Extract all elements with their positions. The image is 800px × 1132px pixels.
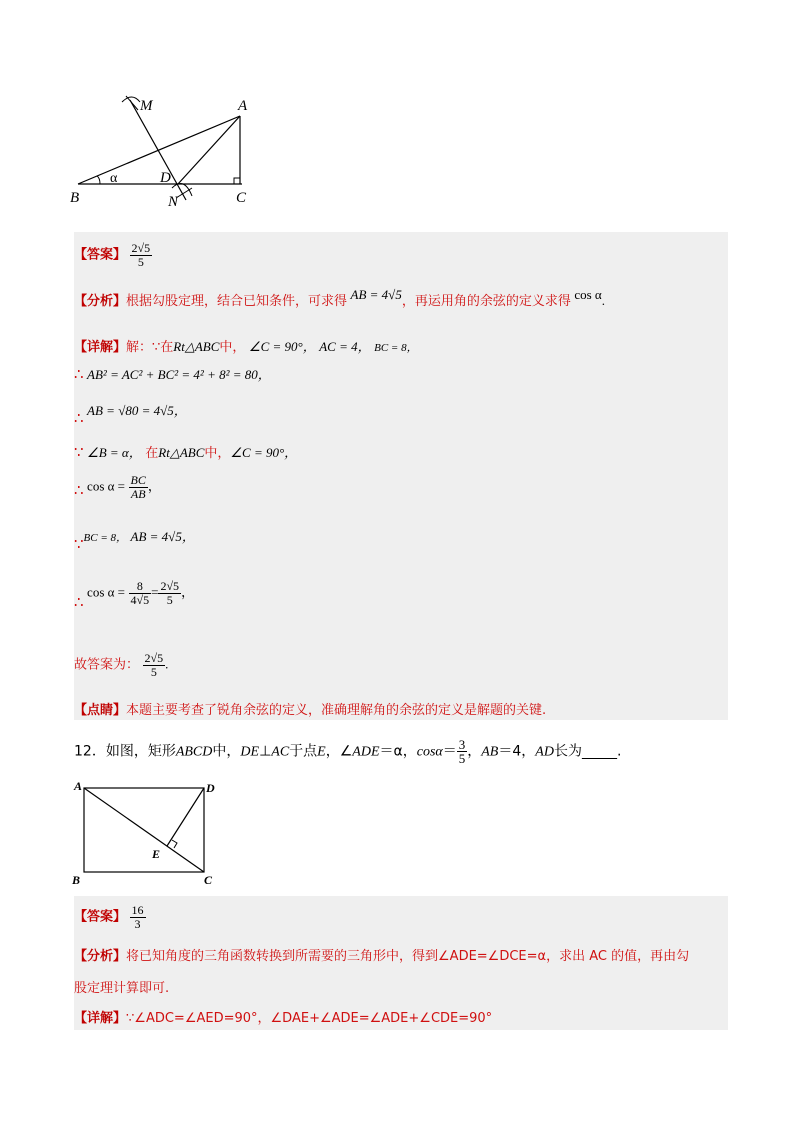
analysis-text-2: ，再运用角的余弦的定义求得	[401, 294, 571, 309]
stem-m: ＝	[442, 743, 457, 760]
q11-answer	[74, 242, 152, 269]
label-b: B	[70, 190, 80, 206]
answer-tag: 【答案】	[74, 247, 127, 263]
q11-detail-line-7	[74, 579, 195, 611]
stem-g: 于点	[289, 743, 318, 760]
analysis-text-1: 根据勾股定理，结合已知条件，可求得	[126, 294, 348, 309]
detail-line-1: ∵∠ADC=∠AED=90°，∠DAE+∠ADE=∠ADE+∠CDE=90°	[126, 1011, 493, 1026]
frac-den: 5	[150, 665, 157, 679]
q12-analysis-2	[74, 980, 169, 998]
q11-comment	[74, 702, 546, 720]
frac-num: 2√5	[160, 579, 180, 593]
q11-analysis	[74, 287, 605, 311]
because-symbol: ∵	[74, 537, 84, 553]
frac-num: BC	[130, 473, 146, 487]
stem-ade: ADE	[352, 744, 380, 760]
analysis-tag: 【分析】	[74, 949, 127, 964]
comment-text: 本题主要考查了锐角余弦的定义，准确理解角的余弦的定义是解题的关键.	[126, 703, 547, 718]
therefore-symbol: ∴	[74, 594, 84, 611]
therefore-symbol: ∴	[74, 411, 84, 427]
detail-ac: AC = 4，	[319, 339, 371, 354]
cos-alpha-eq: cos α =	[87, 478, 126, 494]
label-alpha: α	[110, 171, 118, 186]
label-a: A	[238, 98, 248, 114]
frac-num: 3	[458, 737, 466, 752]
stem-fraction	[457, 738, 468, 765]
q11-detail-line-1	[74, 338, 418, 357]
period: .	[165, 656, 169, 672]
therefore-symbol: ∴	[74, 367, 84, 383]
detail-rt-abc: Rt△ABC	[173, 339, 220, 354]
answer-tag: 【答案】	[74, 909, 127, 925]
frac-den: AB	[130, 487, 146, 501]
detail-tag: 【详解】	[74, 1011, 127, 1026]
q12-answer	[74, 904, 146, 931]
detail-text-c: 中，	[219, 340, 246, 355]
stem-perp: ⊥	[259, 743, 272, 760]
result-fraction	[158, 580, 181, 607]
bc-eq-8: BC = 8，	[83, 532, 128, 544]
cos-alpha-eq-2: cos α =	[87, 584, 126, 600]
angle-c-2: ∠C = 90°，	[230, 445, 298, 460]
ab-eq-4sqrt5: AB = 4√5，	[130, 529, 195, 544]
q11-detail-line-2	[74, 366, 271, 385]
q11-final-answer	[74, 652, 168, 679]
answer-fraction	[130, 242, 153, 269]
frac-den: 5	[137, 255, 144, 269]
frac-den: 5	[458, 751, 466, 766]
stem-i: ，∠	[325, 743, 353, 760]
stem-c: 中，	[212, 743, 241, 760]
detail-angle-c: ∠C = 90°，	[248, 339, 316, 354]
rt-abc-2: Rt△ABC	[158, 445, 205, 460]
stem-ad: AD	[535, 744, 554, 760]
label-m: M	[140, 98, 153, 114]
stem-cos: cosα	[416, 744, 443, 760]
q12-stem	[74, 738, 621, 765]
stem-ab: AB	[481, 744, 499, 760]
pythagoras-equation: AB² = AC² + BC² = 4² + 8² = 80，	[87, 367, 271, 382]
stem-de: DE	[240, 744, 260, 760]
zai-text: 在	[145, 446, 159, 461]
comma: ，	[147, 478, 161, 494]
analysis-tag: 【分析】	[74, 294, 127, 309]
equals: =	[151, 584, 159, 600]
zhong-text: 中，	[204, 446, 231, 461]
stem-r: 长为_____.	[553, 743, 622, 760]
stem-k: ＝α，	[379, 743, 417, 760]
q12-analysis-1	[74, 948, 689, 966]
eight-over-4sqrt5	[129, 580, 152, 607]
angle-b-alpha: ∠B = α，	[87, 445, 142, 460]
q11-detail-line-3	[74, 402, 187, 427]
analysis-math-ab: AB = 4√5	[350, 287, 402, 302]
label-n: N	[168, 194, 179, 210]
stem-abcd: ABCD	[175, 744, 213, 760]
frac-num: 16	[131, 903, 144, 917]
final-fraction	[143, 651, 169, 679]
label-a: A	[74, 779, 83, 793]
ab-value: AB = √80 = 4√5，	[87, 403, 187, 418]
answer-fraction	[130, 904, 146, 931]
analysis-end: .	[601, 293, 605, 308]
frac-den: 5	[166, 593, 173, 607]
label-d: D	[206, 781, 215, 795]
comment-tag: 【点睛】	[74, 703, 127, 718]
frac-den: 3	[134, 917, 141, 931]
analysis-math-cos: cos α	[574, 287, 602, 302]
q11-detail-line-6	[74, 528, 195, 553]
detail-tag: 【详解】	[74, 340, 127, 355]
stem-a: 12．如图，矩形	[74, 743, 176, 760]
q11-detail-line-4	[74, 444, 297, 463]
therefore-symbol: ∴	[74, 482, 84, 499]
label-d: D	[160, 170, 171, 186]
figure-rectangle-abcd	[66, 776, 226, 888]
label-c: C	[204, 873, 213, 887]
label-b: B	[72, 873, 81, 887]
comma: ，	[181, 584, 195, 600]
q11-detail-line-5	[74, 474, 161, 501]
detail-text-a: 解：∵在	[126, 340, 174, 355]
because-symbol: ∵	[74, 445, 84, 461]
stem-ac: AC	[271, 744, 290, 760]
stem-p: ＝4，	[498, 743, 536, 760]
analysis-line-1: 将已知角度的三角函数转换到所需要的三角形中，得到∠ADE=∠DCE=α，求出 AC 的值，再由勾	[126, 949, 690, 964]
frac-num: 8	[129, 580, 152, 594]
frac-den: 4√5	[130, 593, 150, 607]
frac-num: 2√5	[144, 651, 164, 665]
final-text: 故答案为：	[74, 657, 140, 673]
label-c: C	[236, 190, 247, 206]
stem-e: E	[317, 744, 326, 760]
frac-num: 2√5	[131, 241, 151, 255]
analysis-line-2: 股定理计算即可.	[74, 981, 170, 996]
q12-detail	[74, 1010, 492, 1028]
detail-bc: BC = 8，	[374, 342, 418, 354]
label-e: E	[152, 847, 161, 861]
bc-over-ab	[129, 474, 148, 501]
figure-triangle-abc	[60, 88, 280, 213]
stem-n: ，	[467, 743, 482, 760]
